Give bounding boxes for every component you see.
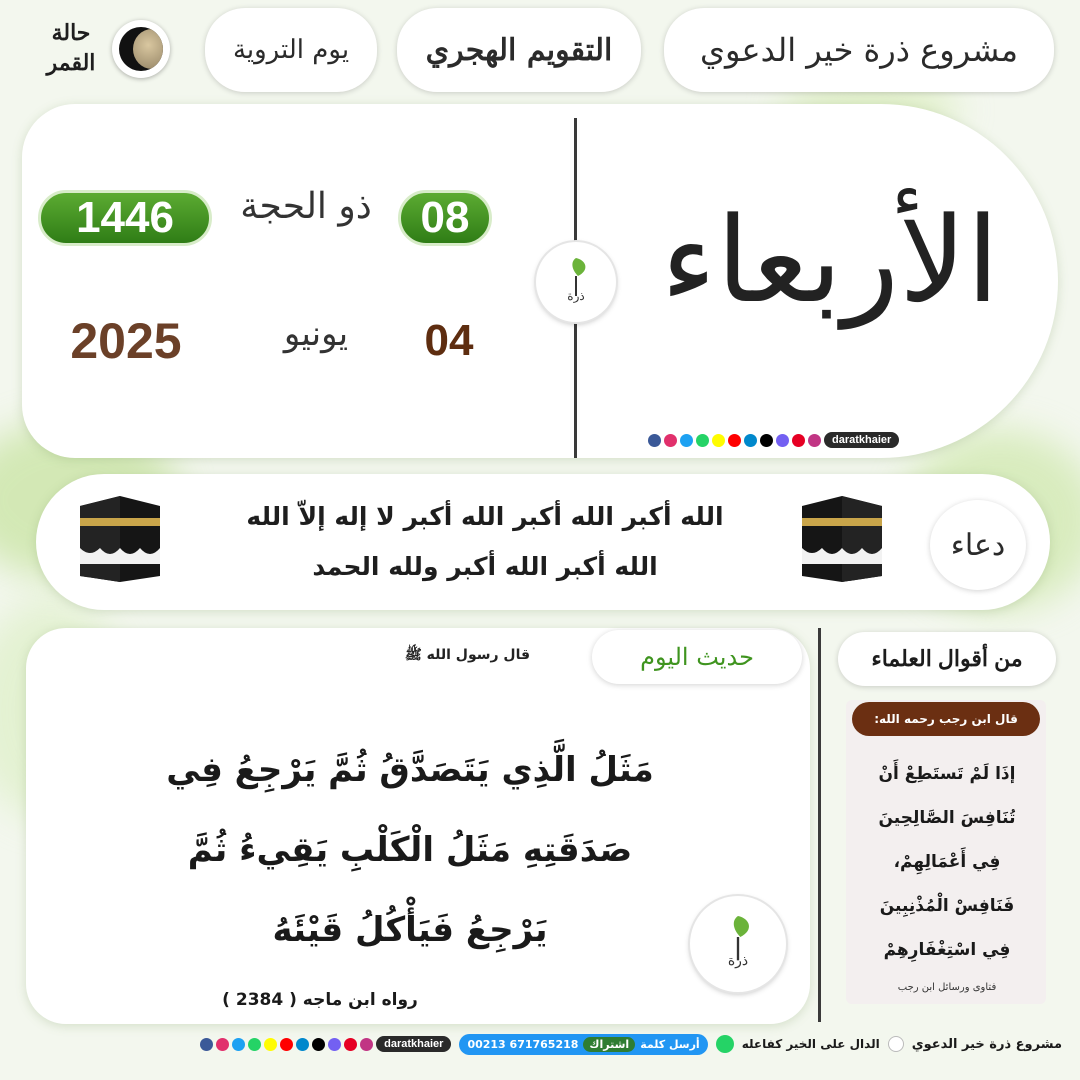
social-icons	[648, 432, 899, 448]
hijri-year: 1446	[38, 190, 212, 246]
handle: daratkhaier	[376, 1036, 451, 1052]
scholars-reference: فتاوى ورسائل ابن رجب	[897, 982, 997, 993]
footer-bar	[0, 1026, 1080, 1062]
calendar-title-badge: التقويم الهجري	[397, 8, 641, 92]
scholars-title: من أقوال العلماء	[838, 632, 1056, 686]
gregorian-month: يونيو	[283, 314, 349, 354]
whatsapp-icon	[716, 1035, 734, 1053]
dua-label: دعاء	[930, 500, 1026, 590]
scholars-speaker: قال ابن رجب رحمه الله:	[852, 702, 1040, 736]
svg-text:ذرة: ذرة	[727, 953, 749, 969]
hadith-intro: قال رسول الله ﷺ	[404, 647, 530, 663]
handle: daratkhaier	[824, 432, 899, 448]
hadith-label: حديث اليوم	[592, 630, 802, 684]
subscribe-label: اشتراك	[583, 1037, 635, 1052]
gregorian-year: 2025	[70, 313, 182, 369]
project-logo	[690, 896, 786, 992]
kaaba-icon	[74, 488, 166, 584]
hijri-month: ذو الحجة	[240, 186, 372, 227]
gregorian-day: 04	[424, 316, 474, 365]
kaaba-icon	[796, 488, 888, 584]
day-name-badge: يوم التروية	[205, 8, 377, 92]
svg-text:ذرة: ذرة	[567, 289, 585, 303]
project-title-badge: مشروع ذرة خير الدعوي	[664, 8, 1054, 92]
hijri-day: 08	[398, 190, 492, 246]
moon-icon	[112, 20, 170, 78]
footer-logo-icon	[888, 1036, 904, 1052]
hadith-source: رواه ابن ماجه ( 2384 )	[222, 990, 418, 1010]
dua-text: الله أكبر الله أكبر الله أكبر لا إله إلاّ الله الله أكبر الله أكبر ولله الحمد	[246, 502, 724, 581]
send-word-label: أرسل كلمة	[640, 1037, 700, 1051]
phone-number: 00213 671765218	[467, 1037, 579, 1051]
subscribe-box[interactable]	[459, 1034, 707, 1055]
footer-project: مشروع ذرة خير الدعوي	[911, 1036, 1062, 1052]
social-icons	[200, 1036, 451, 1052]
scholars-quote: إذَا لَمْ تَستَطِعْ أَنْ تُنَافِسَ الصَّالِحِينَ فِي أَعْمَالِهِمْ، فَنَافِسْ الْمُذْنِبِينَ فِي اسْتِغْفَارِهِمْ	[878, 764, 1016, 960]
moon-status	[34, 14, 174, 84]
footer-motto: الدال على الخير كفاعله	[741, 1037, 880, 1051]
weekday: الأربعاء	[660, 191, 1000, 329]
divider-line	[818, 628, 821, 1022]
hadith-text: مَثَلُ الَّذِي يَتَصَدَّقُ ثُمَّ يَرْجِعُ فِي صَدَقَتِهِ مَثَلُ الْكَلْبِ يَقِيءُ ثُمَّ يَرْجِعُ فَيَأْكُلُ قَيْئَهُ	[166, 750, 654, 950]
moon-label: حالة القمر	[46, 20, 96, 75]
project-logo	[536, 242, 616, 322]
